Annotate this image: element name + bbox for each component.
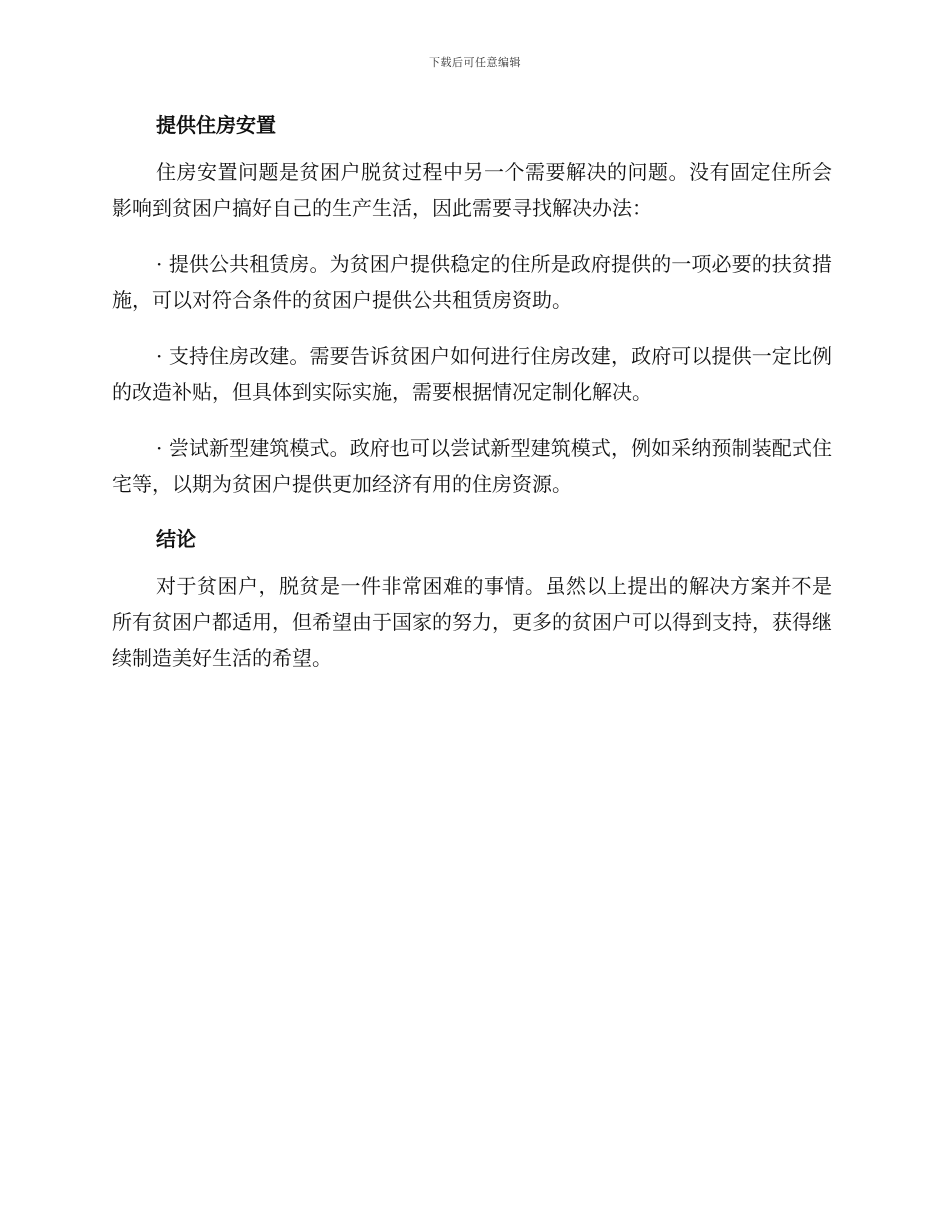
section-heading-conclusion: 结论 (156, 527, 196, 551)
paragraph-conclusion: 对于贫困户，脱贫是一件非常困难的事情。虽然以上提出的解决方案并不是所有贫困户都适用，但希望由于国家的努力，更多的贫困户可以得到支持，获得继续制造美好生活的希望。 (112, 574, 832, 670)
bullet-housing-renovation: · 支持住房改建。需要告诉贫困户如何进行住房改建，政府可以提供一定比例的改造补贴，但具体到实际实施，需要根据情况定制化解决。 (112, 344, 832, 404)
bullet-new-building-mode: · 尝试新型建筑模式。政府也可以尝试新型建筑模式，例如采纳预制装配式住宅等，以期为贫困户提供更加经济有用的住房资源。 (112, 436, 832, 496)
paragraph-housing-intro: 住房安置问题是贫困户脱贫过程中另一个需要解决的问题。没有固定住所会影响到贫困户搞好自己的生产生活，因此需要寻找解决办法： (112, 160, 832, 220)
document-body (112, 108, 832, 696)
section-heading-housing: 提供住房安置 (156, 113, 276, 137)
bullet-public-rental: · 提供公共租赁房。为贫困户提供稳定的住所是政府提供的一项必要的扶贫措施，可以对符合条件的贫困户提供公共租赁房资助。 (112, 252, 832, 312)
page-header-note: 下载后可任意编辑 (429, 56, 521, 69)
